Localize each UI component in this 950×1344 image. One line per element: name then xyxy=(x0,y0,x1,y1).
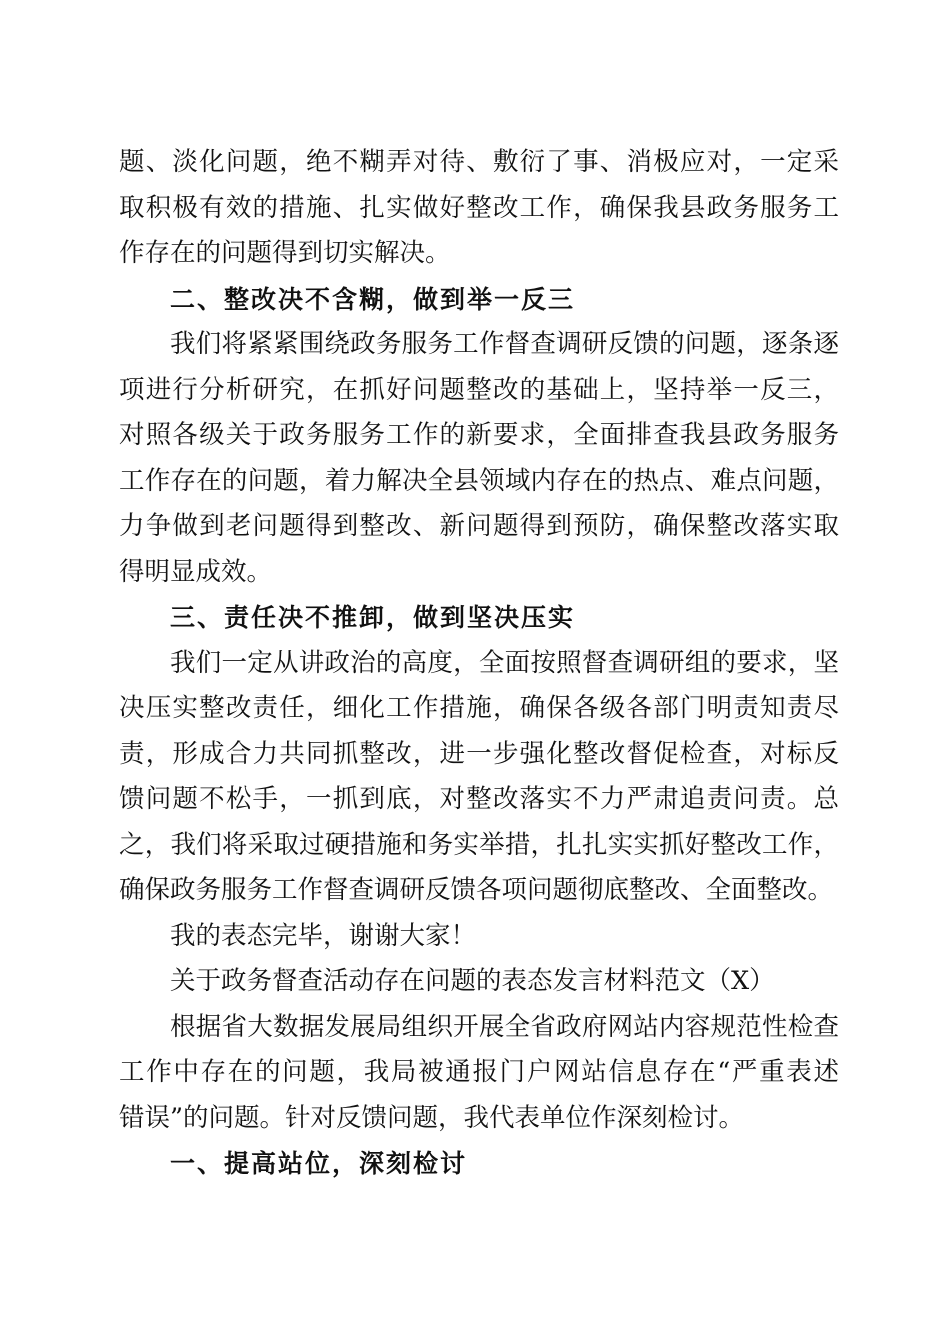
paragraph-line: 对照各级关于政务服务工作的新要求，全面排查我县政务服务 xyxy=(119,420,839,450)
paragraph-line: 责，形成合力共同抓整改，进一步强化整改督促检查，对标反 xyxy=(119,738,839,769)
paragraph-line: 确保政务服务工作督查调研反馈各项问题彻底整改、全面整改。 xyxy=(119,875,834,905)
paragraph-line: 我们一定从讲政治的高度，全面按照督查调研组的要求，坚 xyxy=(170,647,839,678)
closing-line: 我的表态完毕，谢谢大家！ xyxy=(170,920,477,951)
paragraph-line: 根据省大数据发展局组织开展全省政府网站内容规范性检查 xyxy=(170,1011,839,1042)
paragraph-line: 之，我们将采取过硬措施和务实举措，扎扎实实抓好整改工作， xyxy=(119,829,839,860)
paragraph-line: 作存在的问题得到切实解决。 xyxy=(119,238,451,268)
section-heading-2: 二、整改决不含糊，做到举一反三 xyxy=(170,284,576,314)
paragraph-line: 力争做到老问题得到整改、新问题得到预防，确保整改落实取 xyxy=(119,511,839,541)
paragraph-line: 题、淡化问题，绝不糊弄对待、敷衍了事、消极应对，一定采 xyxy=(119,147,839,177)
paragraph-line: 项进行分析研究，在抓好问题整改的基础上，坚持举一反三， xyxy=(119,374,839,405)
document-body xyxy=(119,140,839,1187)
paragraph-line: 馈问题不松手，一抓到底，对整改落实不力严肃追责问责。总 xyxy=(119,784,839,814)
paragraph-line: 工作存在的问题，着力解决全县领域内存在的热点、难点问题， xyxy=(119,465,839,496)
article-title: 关于政务督查活动存在问题的表态发言材料范文（X） xyxy=(170,966,775,996)
paragraph-line: 我们将紧紧围绕政务服务工作督查调研反馈的问题，逐条逐 xyxy=(170,329,839,359)
paragraph-line: 工作中存在的问题，我局被通报门户网站信息存在“严重表述 xyxy=(119,1057,839,1087)
section-heading-3: 三、责任决不推卸，做到坚决压实 xyxy=(170,603,576,632)
paragraph-line: 取积极有效的措施、扎实做好整改工作，确保我县政务服务工 xyxy=(119,192,839,223)
paragraph-line: 决压实整改责任，细化工作措施，确保各级各部门明责知责尽 xyxy=(119,693,839,723)
paragraph-line: 得明显成效。 xyxy=(119,556,273,587)
section-heading-1: 一、提高站位，深刻检讨 xyxy=(170,1149,468,1178)
paragraph-line: 错误”的问题。针对反馈问题，我代表单位作深刻检讨。 xyxy=(119,1102,745,1133)
